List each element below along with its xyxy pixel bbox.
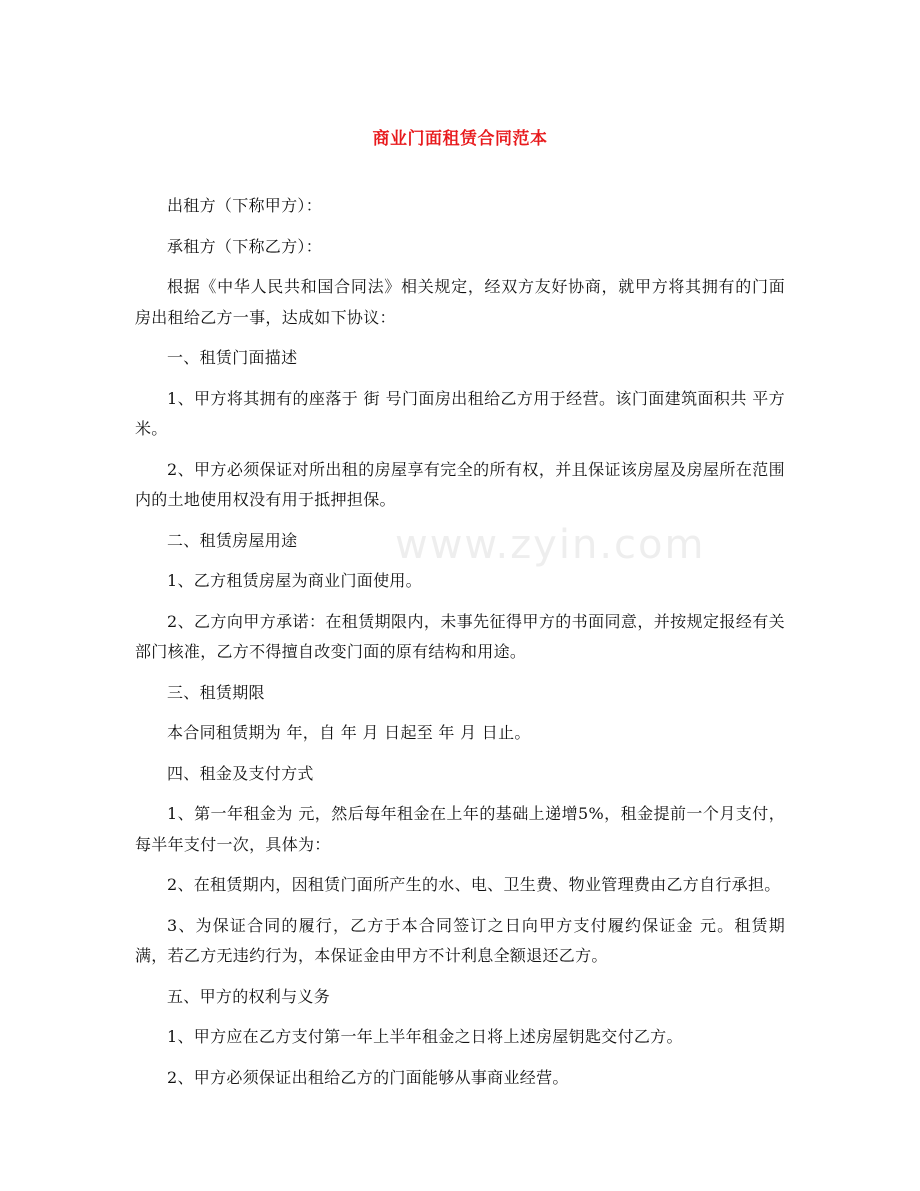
clause-3-1: 本合同租赁期为 年，自 年 月 日起至 年 月 日止。 (167, 723, 531, 742)
clause-1-2: 2、甲方必须保证对所出租的房屋享有完全的所有权，并且保证该房屋及房屋所在范围内的土地使用权没有用于抵押担保。 (135, 459, 785, 509)
clause-5-2: 2、甲方必须保证出租给乙方的门面能够从事商业经营。 (167, 1067, 569, 1087)
section-heading-2: 二、租赁房屋用途 (167, 530, 298, 550)
document-body (135, 191, 785, 1103)
preamble-paragraph: 根据《中华人民共和国合同法》相关规定，经双方友好协商，就甲方将其拥有的门面房出租给乙方一事，达成如下协议： (135, 277, 785, 327)
clause-2-1: 1、乙方租赁房屋为商业门面使用。 (167, 571, 422, 590)
section-heading-1: 一、租赁门面描述 (167, 348, 298, 367)
party-lessor-line: 出租方（下称甲方）： (167, 196, 323, 215)
document-title: 商业门面租赁合同范本 (372, 129, 548, 149)
clause-4-1: 1、第一年租金为 元，然后每年租金在上年的基础上递增5%，租金提前一个月支付，每半年支付一次，具体为： (135, 804, 785, 854)
section-heading-4: 四、租金及支付方式 (167, 763, 314, 783)
watermark: www.zyin.com (395, 522, 706, 568)
clause-5-1: 1、甲方应在乙方支付第一年上半年租金之日将上述房屋钥匙交付乙方。 (167, 1027, 683, 1046)
section-heading-5: 五、甲方的权利与义务 (167, 986, 331, 1006)
clause-4-2: 2、在租赁期内，因租赁门面所产生的水、电、卫生费、物业管理费由乙方自行承担。 (167, 875, 781, 894)
section-heading-3: 三、租赁期限 (167, 682, 265, 702)
party-lessee-line: 承租方（下称乙方）： (167, 236, 323, 256)
clause-2-2: 2、乙方向甲方承诺：在租赁期限内，未事先征得甲方的书面同意，并按规定报经有关部门核准，乙方不得擅自改变门面的原有结构和用途。 (135, 611, 785, 661)
clause-1-1: 1、甲方将其拥有的座落于 街 号门面房出租给乙方用于经营。该门面建筑面积共 平方米。 (135, 388, 785, 438)
clause-4-3: 3、为保证合同的履行，乙方于本合同签订之日向甲方支付履约保证金 元。租赁期满，若乙方无违约行为，本保证金由甲方不计利息全额退还乙方。 (135, 915, 785, 965)
